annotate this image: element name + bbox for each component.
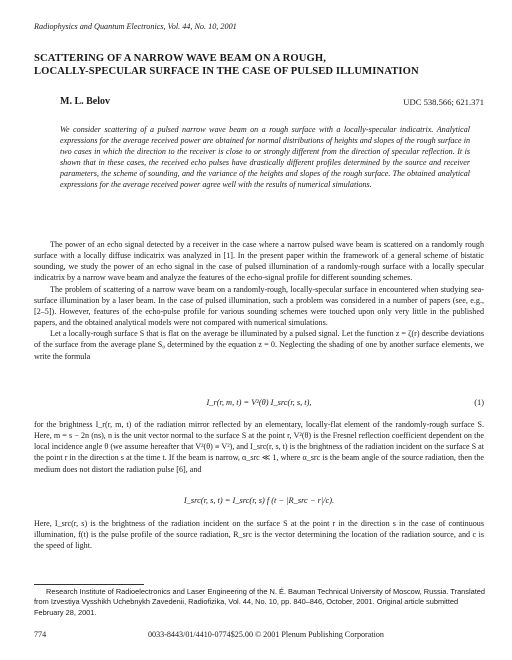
author-name: M. L. Belov	[60, 96, 110, 107]
paragraph-4: for the brightness I_r(r, m, t) of the radiation mirror reflected by an elementary, locally-flat element of the randomly-rough surface S. Here, m = s − 2n (ns), n is the unit vector normal to the surface S at the point r, V²(θ) is the Fresnel reflection coefficient dependent on the local incidence angle θ (we assume hereafter that V²(θ) ≡ V²), and I_src(r, s, t) is the brightness of the radiation incident on the surface S at the point r in the direction s at the time t. If the beam is narrow, α_src ≪ 1, where α_src is the beam angle of the source radiation, then the medium does not distort the radiation pulse [6], and	[34, 420, 484, 474]
copyright-line: 0033-8443/01/4410-0774$25.00 © 2001 Plenum Publishing Corporation	[148, 630, 384, 639]
page-number: 774	[34, 630, 47, 639]
equation-1: I_r(r, m, t) = V²(θ) I_src(r, s, t),	[206, 398, 312, 407]
udc-code: UDC 538.566; 621.371	[403, 97, 484, 107]
footnote: Research Institute of Radioelectronics and Laser Engineering of the N. É. Bauman Technical University of Moscow, Russia. Translated from Izvestiya Vysshikh Uchebnykh Zavedenii, Radiofizika, Vol. 44, No. 10, pp. 840–846, October, 2001. Original article submitted February 28, 2001.	[34, 587, 486, 617]
paragraph-2: The problem of scattering of a narrow wave beam on a randomly-rough, locally-specular surface in encountered when studying sea-surface illumination by a laser beam. In the case of pulsed illumination, such a problem was considered in a number of papers (see, e.g., [2–5]). However, features of the echo-pulse profile for various sounding schemes were touched upon only very little in the published papers, and the obtained analytical models were not compared with numerical simulations.	[34, 284, 484, 328]
closing-section	[34, 518, 484, 551]
paragraph-5: Here, I_src(r, s) is the brightness of the radiation incident on the surface S at the point r in the direction s in the case of continuous illumination, f(t) is the pulse profile of the source radiation, R_src is the vector determining the location of the radiation source, and c is the speed of light.	[34, 519, 484, 551]
paper-title	[34, 52, 484, 78]
journal-header: Radiophysics and Quantum Electronics, Vol. 44, No. 10, 2001	[34, 22, 237, 31]
title-line-2: LOCALLY-SPECULAR SURFACE IN THE CASE OF PULSED ILLUMINATION	[34, 66, 419, 77]
definitions-section	[34, 419, 484, 475]
title-line-1: SCATTERING OF A NARROW WAVE BEAM ON A ROUGH,	[34, 53, 326, 64]
paragraph-1: The power of an echo signal detected by a receiver in the case where a narrow pulsed wave beam is scattered on a randomly rough surface with a locally diffuse indicatrix was analyzed in [1]. In the present paper within the framework of a general scheme of bistatic sounding, we study the power of an echo signal in the case of pulsed illumination of a randomly-rough surface with a locally specular indicatrix by a narrow wave beam and analyze the features of the echo-signal profile for different sounding schemes.	[34, 240, 484, 283]
footnote-divider	[34, 584, 144, 585]
paragraph-3: Let a locally-rough surface S that is flat on the average be illuminated by a pulsed signal. Let the function z = ζ(r) describe deviations of the surface from the average plane S₀ determined by the equation z = 0. Neglecting the shading of one by another surface elements, we write the formula	[34, 329, 484, 361]
abstract: We consider scattering of a pulsed narrow wave beam on a rough surface with a locally-specular indicatrix. Analytical expressions for the average received power are obtained for normal distributions of heights and slopes of the rough surface in two cases in which the direction to the receiver is close to or strongly different from the direction of specular reflection. It is shown that in these cases, the received echo pulses have drastically different profiles determined by the source and receiver parameters, the scheme of sounding, and the variance of the heights and slopes of the rough surface. The obtained analytical expressions for the average received power agree well with the results of numerical simulations.	[60, 125, 470, 190]
intro-section	[34, 239, 484, 362]
equation-1-number: (1)	[474, 398, 484, 407]
equation-2: I_src(r, s, t) = I_src(r, s) f (t − |R_src − r|/c).	[183, 496, 335, 505]
